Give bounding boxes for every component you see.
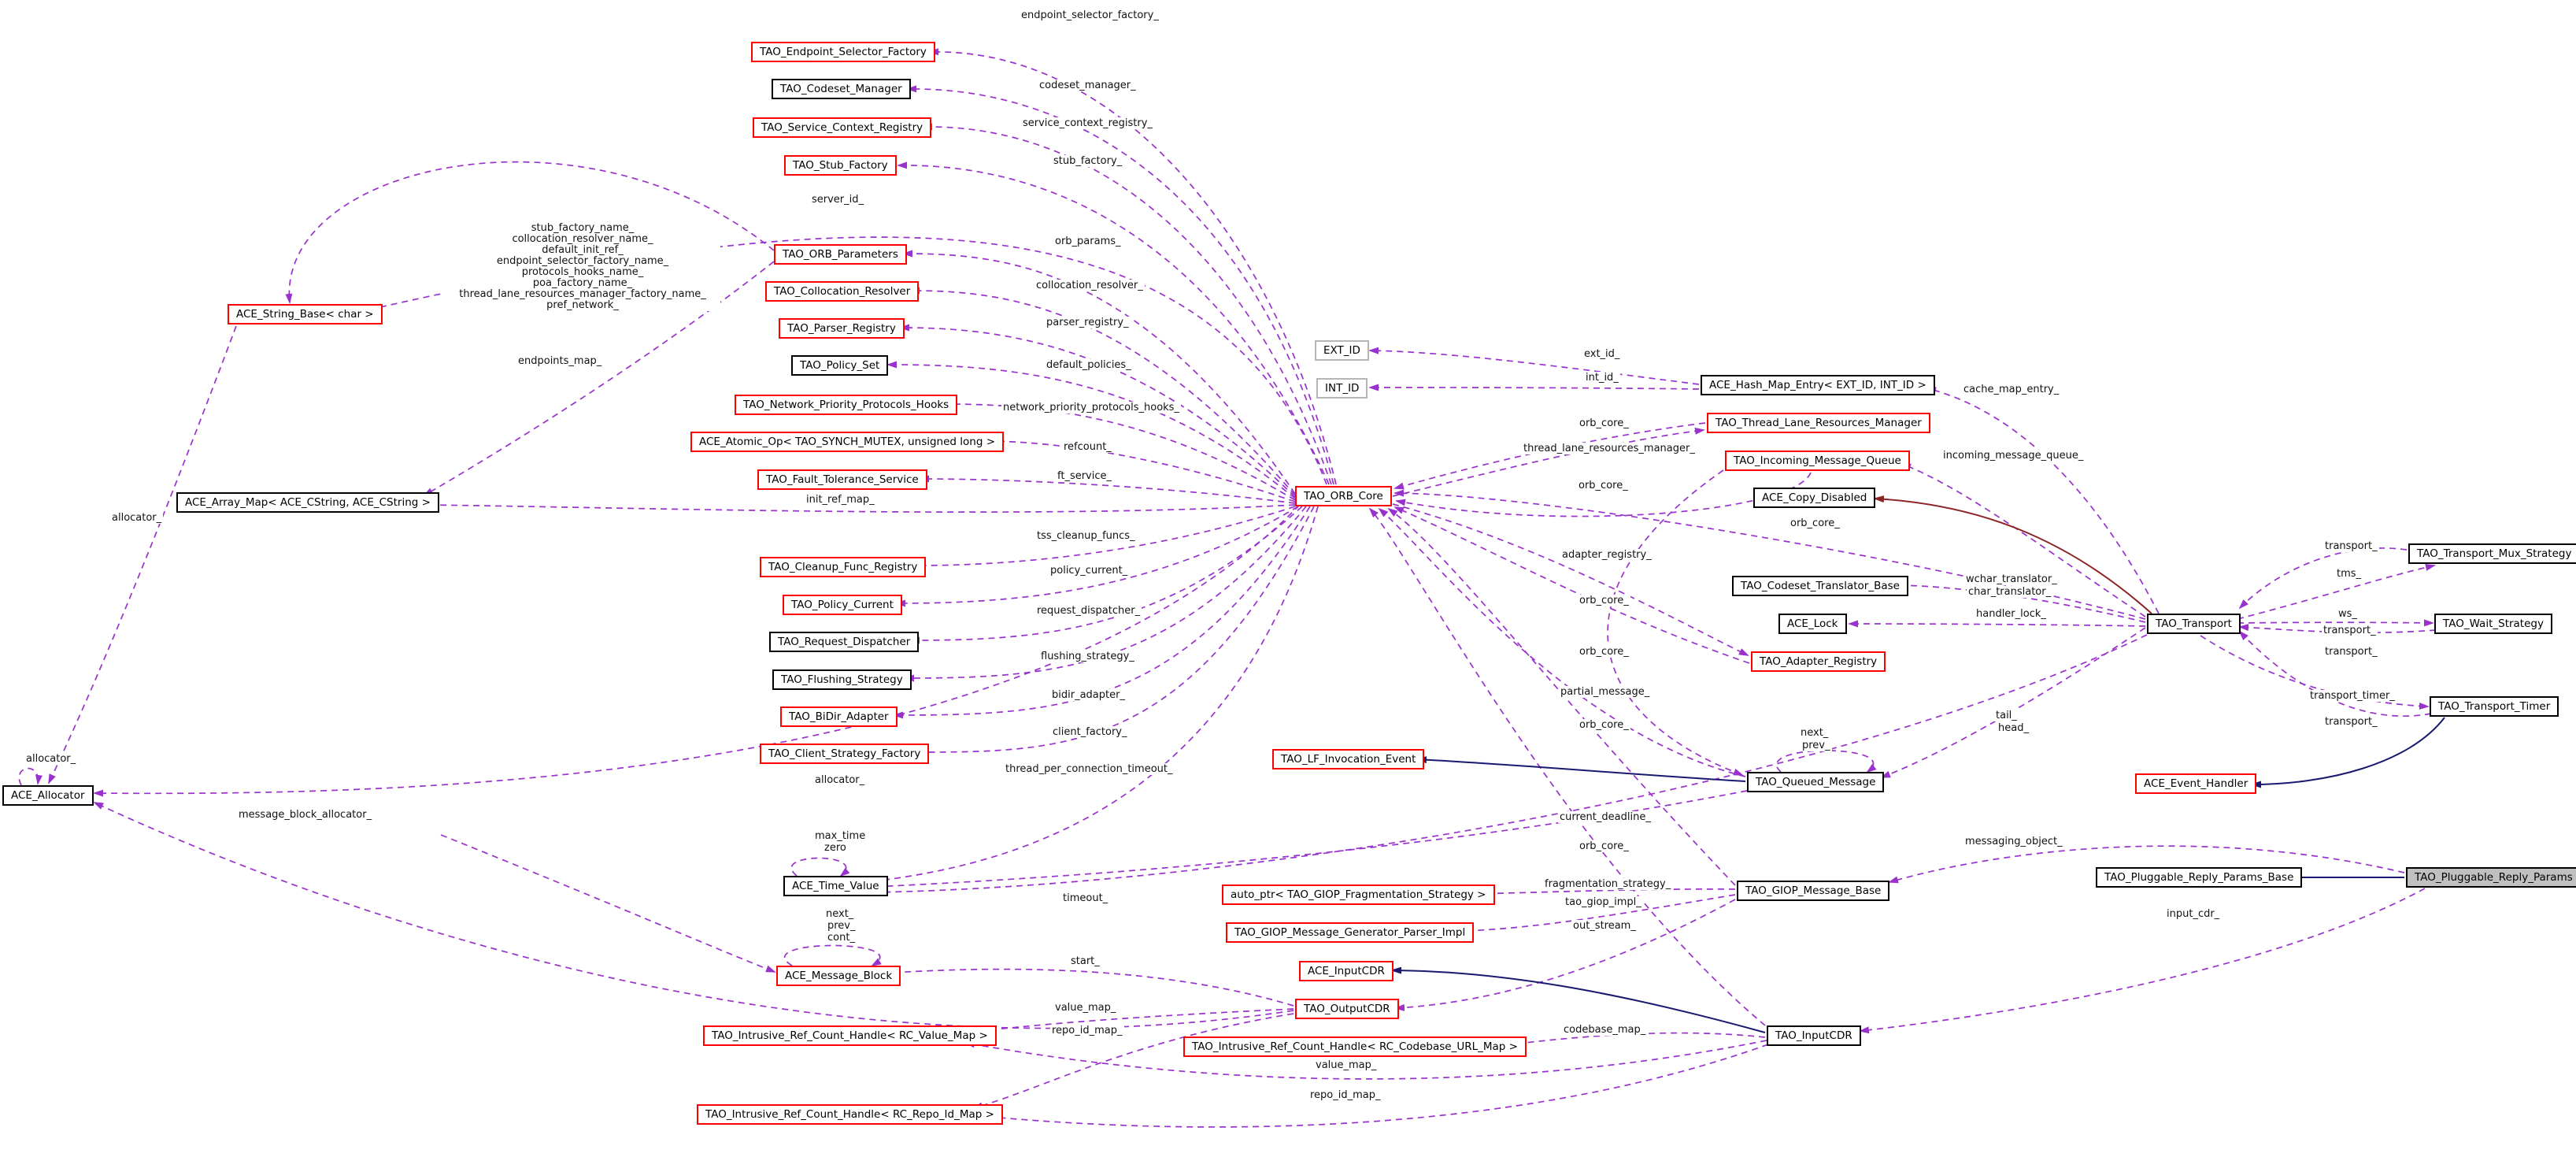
node-ace-copy-disabled[interactable]: ACE_Copy_Disabled	[1753, 488, 1875, 508]
edge-label-incoming-message-queue: incoming_message_queue_	[1943, 450, 2084, 462]
edge-label-transport: transport_	[2325, 716, 2378, 728]
node-tao-orb-core[interactable]: TAO_ORB_Core	[1295, 486, 1392, 506]
edge-label-stub-factory: stub_factory_	[1053, 155, 1123, 167]
edge-label-out-stream: out_stream_	[1573, 920, 1636, 932]
edge-label-service-context-registry: service_context_registry_	[1023, 117, 1153, 129]
node-tao-thread-lane-resources-manager[interactable]: TAO_Thread_Lane_Resources_Manager	[1707, 413, 1930, 433]
node-tao-codeset-translator-base[interactable]: TAO_Codeset_Translator_Base	[1732, 576, 1908, 596]
node-tao-policy-current[interactable]: TAO_Policy_Current	[783, 595, 902, 615]
edge-label-prev: prev_	[827, 920, 856, 932]
node-tao-codeset-manager[interactable]: TAO_Codeset_Manager	[772, 79, 911, 99]
node-tao-collocation-resolver[interactable]: TAO_Collocation_Resolver	[765, 281, 919, 302]
node-tao-flushing-strategy[interactable]: TAO_Flushing_Strategy	[772, 669, 912, 690]
node-tao-fault-tolerance-service[interactable]: TAO_Fault_Tolerance_Service	[757, 469, 927, 490]
edge-label-int-id: int_id_	[1586, 372, 1619, 384]
edge-label-codeset-manager: codeset_manager_	[1039, 80, 1136, 91]
edge-label-message-block-allocator: message_block_allocator_	[239, 809, 372, 821]
node-ace-event-handler[interactable]: ACE_Event_Handler	[2135, 773, 2256, 794]
edge-label-value-map: value_map_	[1316, 1059, 1377, 1071]
edge-label-tao-giop-impl: tao_giop_impl_	[1565, 896, 1641, 908]
edge-label-allocator: allocator_	[26, 753, 76, 765]
node-tao-queued-message[interactable]: TAO_Queued_Message	[1747, 772, 1884, 792]
edge-label-endpoints-map: endpoints_map_	[518, 355, 602, 367]
edge-label-zero: zero	[824, 842, 846, 854]
edge-label-orb-core: orb_core_	[1579, 719, 1629, 731]
edge-label-orb-core: orb_core_	[1579, 840, 1629, 852]
node-ace-inputcdr[interactable]: ACE_InputCDR	[1299, 961, 1393, 981]
edge-label-init-ref-map: init_ref_map_	[806, 494, 875, 506]
edge-label-tms: tms_	[2337, 568, 2362, 580]
edge-label-client-factory: client_factory_	[1053, 726, 1127, 738]
node-tao-intrusive-ref-count-handle-rc-value-map[interactable]: TAO_Intrusive_Ref_Count_Handle< RC_Value_Map >	[703, 1025, 997, 1046]
node-ace-time-value[interactable]: ACE_Time_Value	[783, 876, 888, 896]
edge-label-max-time: max_time	[815, 830, 866, 842]
edge-label-default-policies: default_policies_	[1046, 359, 1131, 371]
edge-label-start: start_	[1071, 955, 1100, 967]
node-tao-stub-factory[interactable]: TAO_Stub_Factory	[784, 155, 897, 176]
edge-label-codebase-map: codebase_map_	[1564, 1024, 1646, 1036]
edge-label-cont: cont_	[827, 932, 855, 944]
node-tao-giop-message-base[interactable]: TAO_GIOP_Message_Base	[1737, 881, 1889, 901]
node-ace-string-base-char[interactable]: ACE_String_Base< char >	[228, 304, 383, 324]
edge-label-transport: transport_	[2325, 646, 2378, 658]
edge-label-repo-id-map: repo_id_map_	[1052, 1025, 1123, 1036]
node-tao-transport-timer[interactable]: TAO_Transport_Timer	[2430, 696, 2559, 717]
node-ace-lock[interactable]: ACE_Lock	[1778, 614, 1847, 634]
edge-label-orb-parameters-string-members: stub_factory_name_ collocation_resolver_name_ default_init_ref_ endpoint_selector_factory_name_ protocols_hooks_name_ poa_factory_name_ thread_lane_resources_manager_factory_name_ pref_network_	[445, 223, 720, 311]
node-tao-bidir-adapter[interactable]: TAO_BiDir_Adapter	[780, 706, 898, 727]
node-ext-id[interactable]: EXT_ID	[1315, 340, 1369, 361]
edge-label-orb-core: orb_core_	[1790, 517, 1840, 529]
node-tao-parser-registry[interactable]: TAO_Parser_Registry	[779, 318, 905, 339]
edge-label-network-priority-protocols-hooks: network_priority_protocols_hooks_	[1003, 402, 1179, 413]
node-tao-transport[interactable]: TAO_Transport	[2147, 614, 2241, 634]
edge-label-input-cdr: input_cdr_	[2167, 908, 2220, 920]
node-tao-incoming-message-queue[interactable]: TAO_Incoming_Message_Queue	[1725, 451, 1910, 471]
edge-label-value-map: value_map_	[1055, 1002, 1116, 1014]
edge-label-transport: transport_	[2323, 625, 2376, 636]
node-tao-endpoint-selector-factory[interactable]: TAO_Endpoint_Selector_Factory	[751, 42, 935, 62]
node-tao-cleanup-func-registry[interactable]: TAO_Cleanup_Func_Registry	[760, 557, 926, 577]
edge-label-transport: transport_	[2325, 540, 2378, 552]
edge-label-timeout: timeout_	[1063, 892, 1108, 904]
edge-label-ws: ws_	[2338, 608, 2357, 620]
edge-label-parser-registry: parser_registry_	[1046, 317, 1129, 328]
node-tao-intrusive-ref-count-handle-rc-codebase-url-map[interactable]: TAO_Intrusive_Ref_Count_Handle< RC_Codebase_URL_Map >	[1183, 1036, 1527, 1057]
node-ace-array-map-ace-cstring-ace-cstring[interactable]: ACE_Array_Map< ACE_CString, ACE_CString >	[176, 492, 439, 513]
node-tao-lf-invocation-event[interactable]: TAO_LF_Invocation_Event	[1272, 749, 1424, 769]
node-tao-giop-message-generator-parser-impl[interactable]: TAO_GIOP_Message_Generator_Parser_Impl	[1226, 922, 1474, 943]
edge-label-request-dispatcher: request_dispatcher_	[1037, 605, 1141, 617]
node-tao-outputcdr[interactable]: TAO_OutputCDR	[1295, 999, 1399, 1019]
edge-label-fragmentation-strategy: fragmentation_strategy_	[1545, 878, 1671, 890]
edge-label-thread-lane-resources-manager: thread_lane_resources_manager_	[1523, 443, 1695, 454]
edge-label-prev: prev_	[1802, 740, 1830, 751]
edge-label-current-deadline: current_deadline_	[1560, 811, 1651, 823]
edge-label-next: next_	[1801, 727, 1829, 739]
edge-label-policy-current: policy_current_	[1050, 565, 1128, 577]
node-int-id[interactable]: INT_ID	[1316, 378, 1368, 399]
edge-label-tail: tail_	[1996, 710, 2017, 721]
node-tao-network-priority-protocols-hooks[interactable]: TAO_Network_Priority_Protocols_Hooks	[735, 395, 957, 415]
node-tao-pluggable-reply-params: TAO_Pluggable_Reply_Params	[2406, 867, 2576, 888]
edge-label-next: next_	[826, 908, 854, 920]
edge-label-orb-params: orb_params_	[1055, 235, 1121, 247]
node-tao-wait-strategy[interactable]: TAO_Wait_Strategy	[2434, 614, 2552, 634]
edge-label-partial-message: partial_message_	[1560, 686, 1650, 698]
edge-label-adapter-registry: adapter_registry_	[1562, 549, 1652, 561]
edge-label-flushing-strategy: flushing_strategy_	[1041, 651, 1134, 662]
node-tao-policy-set[interactable]: TAO_Policy_Set	[791, 355, 888, 376]
node-tao-intrusive-ref-count-handle-rc-repo-id-map[interactable]: TAO_Intrusive_Ref_Count_Handle< RC_Repo_Id_Map >	[697, 1104, 1003, 1125]
edge-label-server-id: server_id_	[812, 194, 864, 206]
edge-label-refcount: refcount_	[1064, 441, 1112, 453]
edge-label-orb-core: orb_core_	[1579, 646, 1629, 658]
edge-label-allocator: allocator_	[815, 774, 865, 786]
node-tao-inputcdr[interactable]: TAO_InputCDR	[1767, 1025, 1861, 1046]
node-ace-allocator[interactable]: ACE_Allocator	[2, 785, 94, 806]
edge-label-ext-id: ext_id_	[1584, 348, 1620, 360]
edge-label-collocation-resolver: collocation_resolver_	[1036, 280, 1143, 291]
node-tao-client-strategy-factory[interactable]: TAO_Client_Strategy_Factory	[760, 744, 929, 764]
edge-label-ft-service: ft_service_	[1057, 470, 1112, 482]
edge-label-transport-timer: transport_timer_	[2310, 690, 2395, 702]
node-tao-transport-mux-strategy[interactable]: TAO_Transport_Mux_Strategy	[2408, 543, 2576, 564]
node-ace-hash-map-entry-ext-id-int-id[interactable]: ACE_Hash_Map_Entry< EXT_ID, INT_ID >	[1701, 375, 1935, 395]
edge-label-cache-map-entry: cache_map_entry_	[1963, 384, 2060, 395]
node-tao-service-context-registry[interactable]: TAO_Service_Context_Registry	[753, 117, 931, 138]
node-tao-pluggable-reply-params-base[interactable]: TAO_Pluggable_Reply_Params_Base	[2096, 867, 2302, 888]
node-tao-orb-parameters[interactable]: TAO_ORB_Parameters	[774, 244, 907, 265]
edge-label-thread-per-connection-timeout: thread_per_connection_timeout_	[1005, 763, 1173, 775]
edge-label-repo-id-map: repo_id_map_	[1310, 1089, 1381, 1101]
edge-label-messaging-object: messaging_object_	[1965, 836, 2063, 847]
node-tao-request-dispatcher[interactable]: TAO_Request_Dispatcher	[769, 632, 919, 652]
node-ace-message-block[interactable]: ACE_Message_Block	[776, 966, 901, 986]
edge-label-endpoint-selector-factory: endpoint_selector_factory_	[1021, 9, 1159, 21]
edge-label-handler-lock: handler_lock_	[1976, 608, 2046, 620]
edge-label-tss-cleanup-funcs: tss_cleanup_funcs_	[1037, 530, 1135, 542]
node-auto-ptr-tao-giop-fragmentation-strategy[interactable]: auto_ptr< TAO_GIOP_Fragmentation_Strategy >	[1222, 884, 1495, 905]
node-ace-atomic-op-tao-synch-mutex-unsigned-long[interactable]: ACE_Atomic_Op< TAO_SYNCH_MUTEX, unsigned long >	[690, 432, 1004, 452]
edge-label-char-translator: char_translator_	[1968, 586, 2052, 598]
edge-label-orb-core: orb_core_	[1579, 480, 1628, 491]
edge-label-wchar-translator: wchar_translator_	[1966, 573, 2057, 585]
edge-label-head: head_	[1998, 722, 2029, 734]
edge-label-allocator: allocator_	[112, 512, 162, 524]
node-tao-adapter-registry[interactable]: TAO_Adapter_Registry	[1751, 651, 1886, 672]
edge-label-bidir-adapter: bidir_adapter_	[1052, 689, 1125, 701]
edge-label-orb-core: orb_core_	[1579, 595, 1629, 606]
edge-label-orb-core: orb_core_	[1579, 417, 1629, 429]
